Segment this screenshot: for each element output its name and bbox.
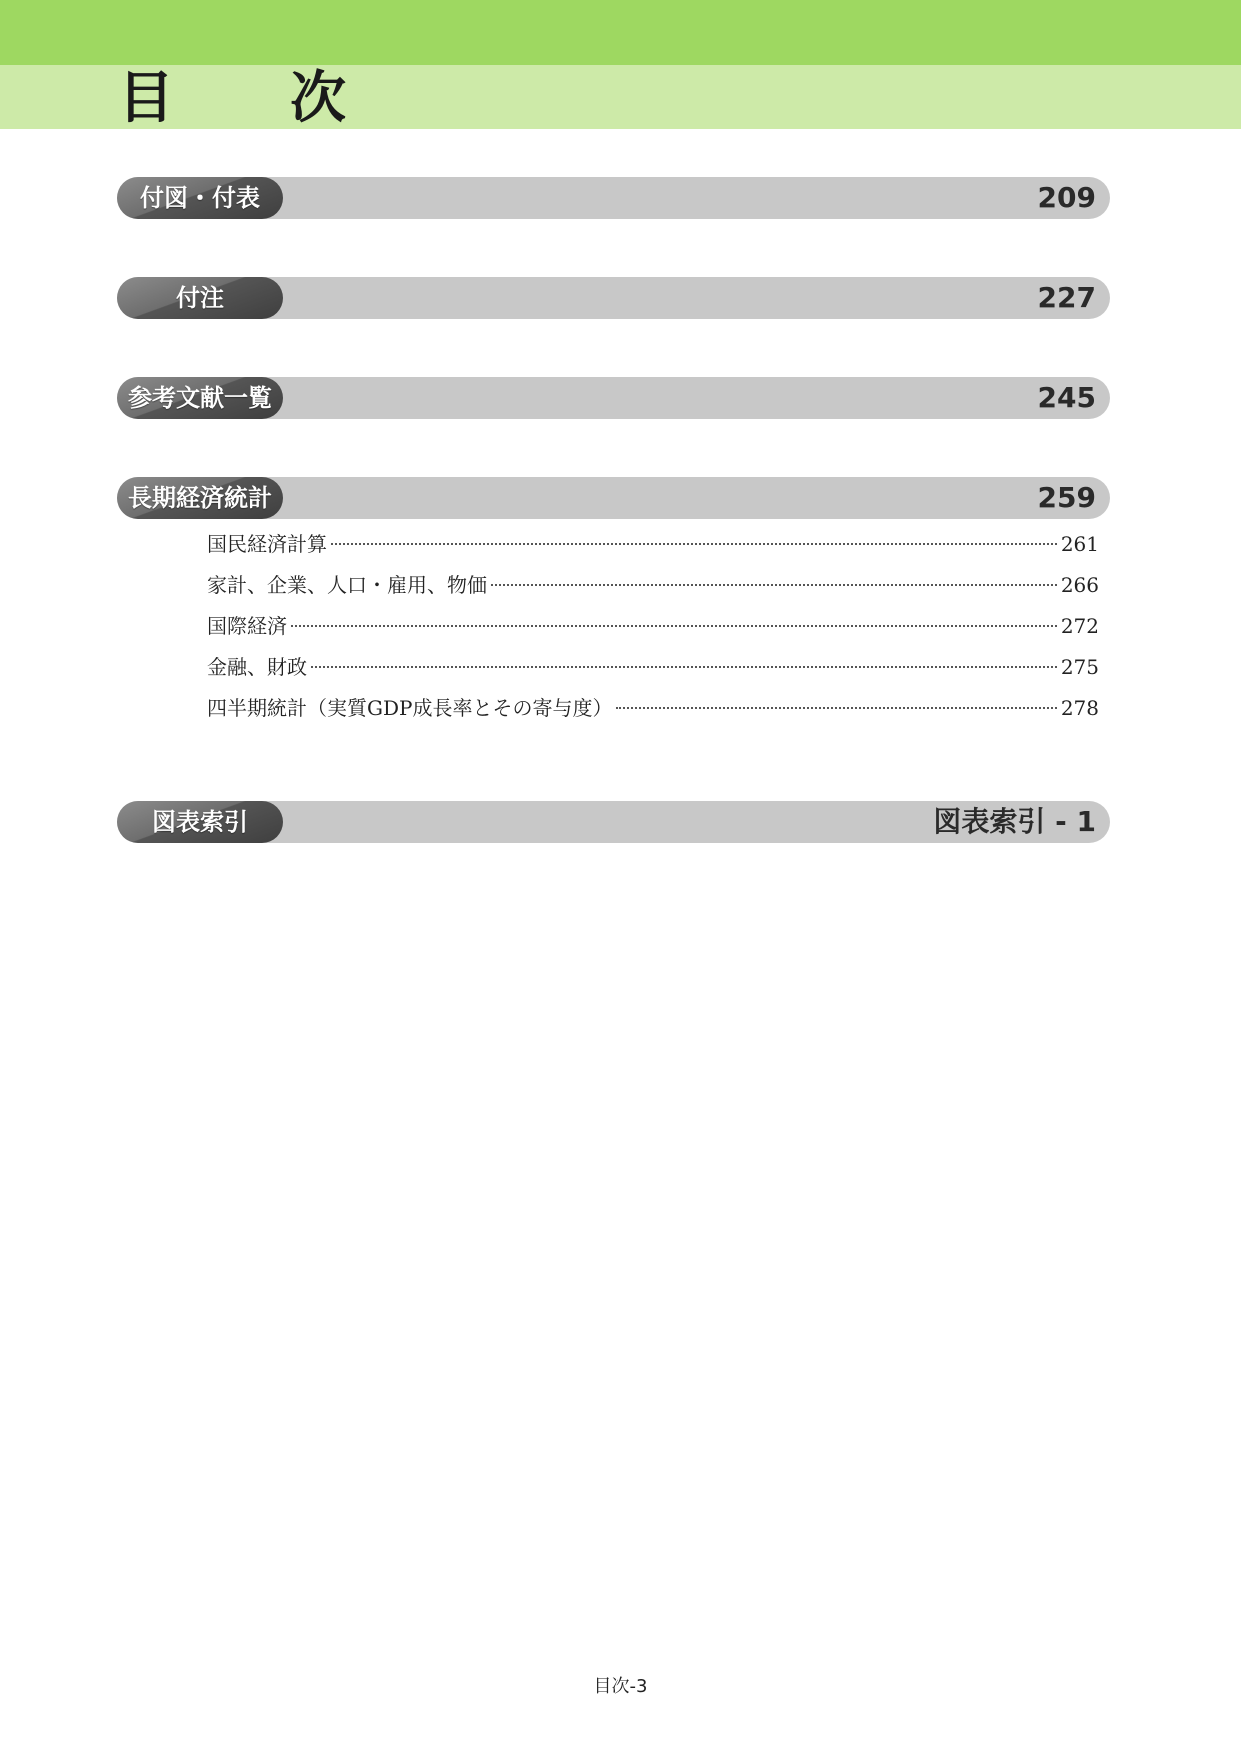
toc-entry[interactable] [207,651,1099,692]
toc-leader-dots [311,666,1057,668]
toc-entry[interactable] [207,528,1099,569]
section-label: 付図・付表 [117,177,283,219]
toc-entry-page: 278 [1060,696,1099,720]
toc-entry-title: 国民経済計算 [207,532,327,556]
section-label: 参考文献一覧 [117,377,283,419]
toc-entry-title: 金融、財政 [207,655,307,679]
section-page-number: 209 [1037,181,1096,214]
toc-entry-page: 275 [1060,655,1099,679]
section-page-number: 227 [1037,281,1096,314]
toc-entry-page: 261 [1060,532,1099,556]
page-number-footer: 目次-3 [593,1676,648,1697]
section-bar-figure-index[interactable] [117,801,1110,843]
header-top-band [0,0,1241,65]
toc-entry-page: 266 [1060,573,1099,597]
section-bar-long-term-statistics[interactable] [117,477,1110,519]
section-label: 付注 [117,277,283,319]
toc-entry-title: 家計、企業、人口・雇用、物価 [207,573,487,597]
toc-leader-dots [331,543,1057,545]
section-bar-appendix-notes[interactable] [117,277,1110,319]
toc-entry-title: 国際経済 [207,614,287,638]
toc-leader-dots [291,625,1057,627]
toc-leader-dots [491,584,1057,586]
section-bar-appendix-figures[interactable] [117,177,1110,219]
toc-entry[interactable] [207,569,1099,610]
toc-entry-title: 四半期統計（実質GDP成長率とその寄与度） [207,696,613,720]
section-page-number: 259 [1037,481,1096,514]
long-term-statistics-entries [207,528,1099,733]
toc-entry[interactable] [207,610,1099,651]
section-label: 図表索引 [117,801,283,843]
toc-entry-page: 272 [1060,614,1099,638]
toc-leader-dots [616,707,1056,709]
section-page-number: 245 [1037,381,1096,414]
section-label: 長期経済統計 [117,477,283,519]
toc-entry[interactable] [207,692,1099,733]
section-page-number: 図表索引 - 1 [933,805,1096,838]
section-bar-references[interactable] [117,377,1110,419]
page-title: 目 次 [118,66,376,131]
